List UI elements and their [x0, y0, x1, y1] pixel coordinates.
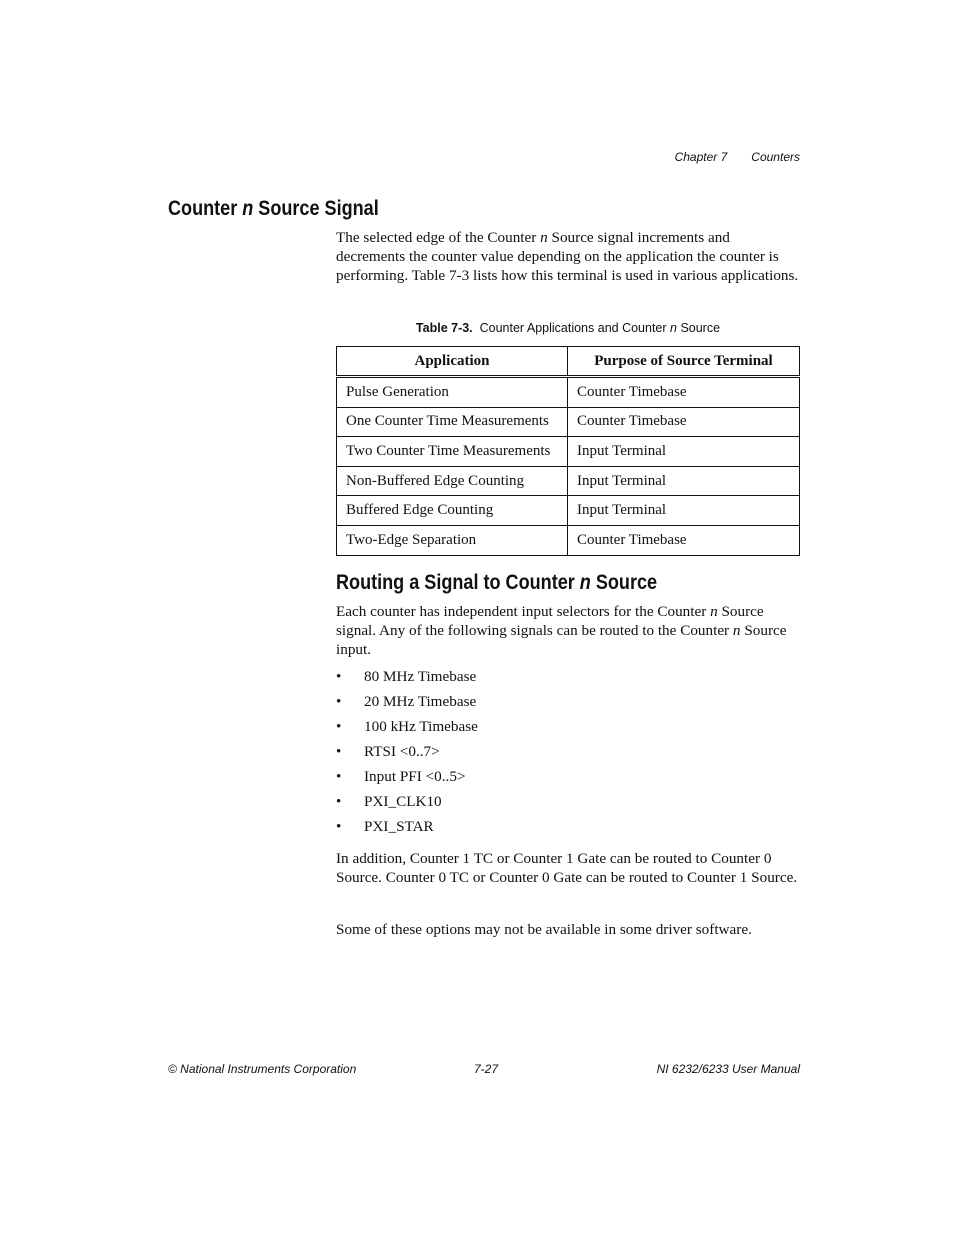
section-label: Counters: [751, 150, 800, 164]
caption-text: Counter Applications and Counter: [479, 321, 671, 335]
table-cell: Buffered Edge Counting: [337, 496, 568, 526]
signal-list: [336, 664, 478, 839]
table-cell: Two-Edge Separation: [337, 525, 568, 555]
list-item: [336, 764, 478, 789]
list-item-text: RTSI <0..7>: [364, 743, 440, 760]
list-item: [336, 814, 478, 839]
routing-addition-paragraph: In addition, Counter 1 TC or Counter 1 Gate can be routed to Counter 0 Source. Counter 0 TC or Counter 0 Gate can be routed to Counter 1 Source.: [336, 850, 798, 886]
bullet-icon: •: [336, 818, 342, 835]
routing-intro-paragraph: [336, 603, 802, 659]
heading-italic-n: n: [242, 197, 254, 220]
driver-note-paragraph: Some of these options may not be available in some driver software.: [336, 921, 752, 938]
table-cell: Counter Timebase: [568, 377, 800, 408]
bullet-icon: •: [336, 718, 342, 735]
table-row: [337, 466, 800, 496]
bullet-icon: •: [336, 668, 342, 685]
caption-label: Table 7-3.: [415, 321, 473, 335]
table-cell: Pulse Generation: [337, 377, 568, 408]
list-item-text: Input PFI <0..5>: [364, 768, 466, 785]
caption-text: Source: [676, 321, 721, 335]
list-item: [336, 664, 478, 689]
paragraph-text: Source signal. Any of the following signals can be routed to the Counter: [336, 603, 764, 639]
paragraph-text: Source input.: [336, 621, 787, 658]
bullet-icon: •: [336, 693, 342, 710]
list-item: [336, 789, 478, 814]
heading-italic-n: n: [579, 571, 591, 594]
bullet-icon: •: [336, 793, 342, 810]
table-cell: Input Terminal: [568, 496, 800, 526]
table-row: [337, 496, 800, 526]
heading-text-part: Source: [590, 571, 658, 594]
list-item: [336, 714, 478, 739]
footer-manual-title: NI 6232/6233 User Manual: [656, 1062, 800, 1076]
counter-applications-table: [336, 346, 800, 556]
column-header-application: Application: [337, 347, 568, 377]
section-heading-routing: [336, 571, 657, 595]
caption-italic-n: n: [670, 321, 677, 335]
table-row: [337, 525, 800, 555]
table-header-row: [337, 347, 800, 377]
table-caption: [336, 321, 800, 335]
chapter-label: Chapter 7: [674, 150, 728, 164]
list-item-text: PXI_CLK10: [364, 793, 442, 810]
paragraph-italic-n: n: [710, 603, 718, 620]
paragraph-italic-n: n: [540, 229, 548, 246]
footer-page-number: 7-27: [474, 1062, 499, 1076]
table-row: [337, 437, 800, 467]
table-cell: One Counter Time Measurements: [337, 407, 568, 437]
table-row: [337, 407, 800, 437]
table-cell: Counter Timebase: [568, 407, 800, 437]
heading-text-part: Counter: [168, 197, 243, 220]
list-item: [336, 689, 478, 714]
heading-text-part: Routing a Signal to Counter: [336, 571, 580, 594]
table-cell: Two Counter Time Measurements: [337, 437, 568, 467]
section-heading-source-signal: [168, 197, 379, 221]
column-header-purpose: Purpose of Source Terminal: [568, 347, 800, 377]
bullet-icon: •: [336, 768, 342, 785]
list-item: [336, 739, 478, 764]
intro-paragraph: [336, 229, 802, 285]
table-cell: Input Terminal: [568, 437, 800, 467]
paragraph-text: Source signal increments and decrements the counter value depending on the application the counter is performing. Table 7-3 lists how this terminal is used in various applications.: [336, 229, 799, 284]
paragraph-italic-n: n: [732, 621, 741, 639]
heading-text-part: Source Signal: [253, 197, 379, 220]
bullet-icon: •: [336, 743, 342, 760]
list-item-text: 80 MHz Timebase: [364, 668, 477, 685]
list-item-text: PXI_STAR: [364, 818, 434, 835]
list-item-text: 100 kHz Timebase: [364, 718, 478, 735]
running-header: [675, 150, 800, 164]
table-row: [337, 377, 800, 408]
table-cell: Non-Buffered Edge Counting: [337, 466, 568, 496]
paragraph-text: Each counter has independent input selectors for the Counter: [336, 603, 711, 620]
table-cell: Counter Timebase: [568, 525, 800, 555]
list-item-text: 20 MHz Timebase: [364, 693, 477, 710]
paragraph-text: The selected edge of the Counter: [336, 229, 541, 246]
table-cell: Input Terminal: [568, 466, 800, 496]
footer-copyright: © National Instruments Corporation: [168, 1062, 357, 1076]
